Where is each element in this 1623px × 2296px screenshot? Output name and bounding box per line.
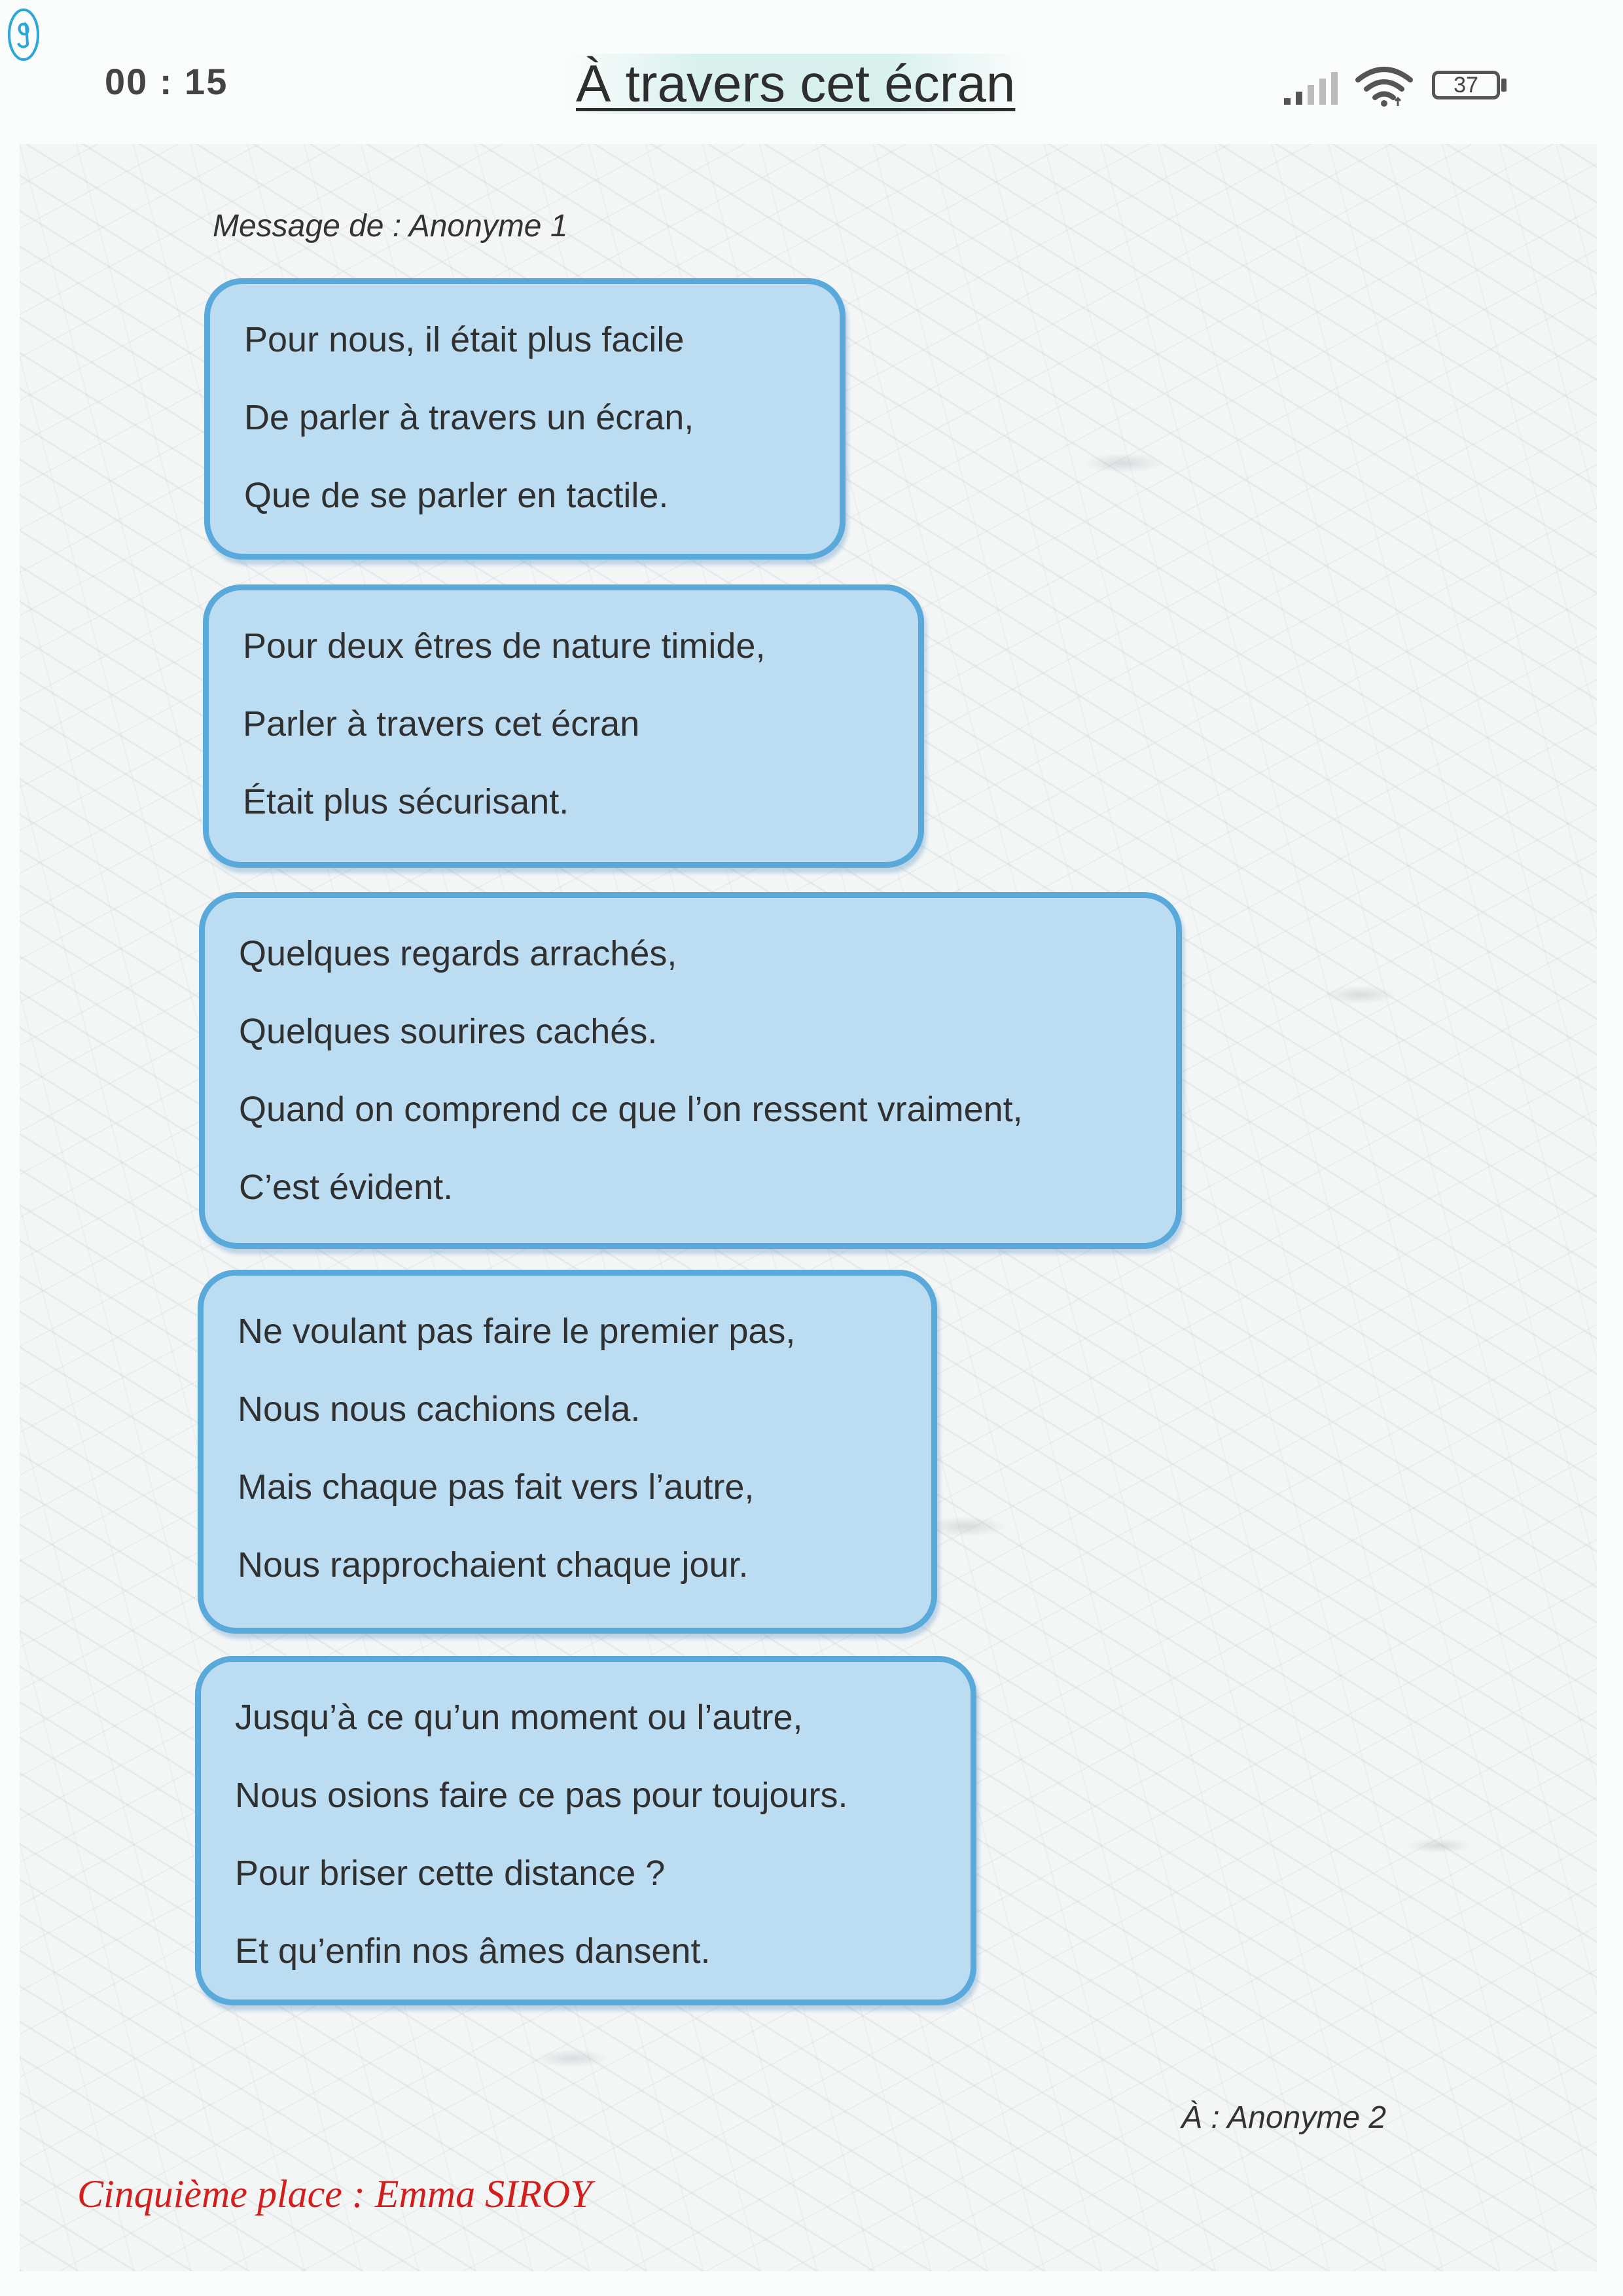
- message-line: Parler à travers cet écran: [243, 704, 640, 744]
- message-line: Pour nous, il était plus facile: [244, 320, 685, 359]
- message-line: Nous nous cachions cela.: [238, 1390, 641, 1429]
- battery-tip: [1501, 79, 1507, 92]
- message-line: Nous osions faire ce pas pour toujours.: [235, 1776, 848, 1815]
- message-line: Et qu’enfin nos âmes dansent.: [235, 1931, 711, 1971]
- message-line: Pour deux êtres de nature timide,: [243, 626, 766, 666]
- message-bubble[interactable]: [204, 278, 846, 560]
- message-line: Quelques sourires cachés.: [239, 1012, 658, 1051]
- message-line: Jusqu’à ce qu’un moment ou l’autre,: [235, 1698, 803, 1737]
- sender-label: Message de : Anonyme 1: [213, 209, 568, 243]
- recipient-label: À : Anonyme 2: [1181, 2100, 1387, 2135]
- battery-icon: 37: [1432, 71, 1500, 99]
- message-line: Quelques regards arrachés,: [239, 934, 677, 973]
- message-line: Ne voulant pas faire le premier pas,: [238, 1312, 796, 1351]
- status-time: 00 : 15: [105, 61, 228, 102]
- message-bubble[interactable]: [195, 1656, 976, 2005]
- message-bubble[interactable]: [203, 584, 924, 868]
- handwritten-number-mark: [5, 5, 42, 64]
- message-line: Pour briser cette distance ?: [235, 1854, 666, 1893]
- signal-icon: [1283, 69, 1348, 106]
- message-bubble[interactable]: [199, 892, 1182, 1249]
- wifi-icon: [1355, 64, 1414, 107]
- message-line: De parler à travers un écran,: [244, 398, 694, 437]
- status-icons: [1283, 63, 1518, 109]
- message-line: C’est évident.: [239, 1168, 454, 1207]
- message-line: Mais chaque pas fait vers l’autre,: [238, 1467, 755, 1507]
- credit-caption: Cinquième place : Emma SIROY: [77, 2172, 592, 2215]
- message-line: Était plus sécurisant.: [243, 782, 569, 821]
- message-line: Quand on comprend ce que l’on ressent vraiment,: [239, 1090, 1023, 1129]
- message-line: Que de se parler en tactile.: [244, 476, 669, 515]
- message-line: Nous rapprochaient chaque jour.: [238, 1545, 749, 1585]
- message-bubble[interactable]: [198, 1270, 937, 1634]
- page-title: À travers cet écran: [563, 54, 1028, 114]
